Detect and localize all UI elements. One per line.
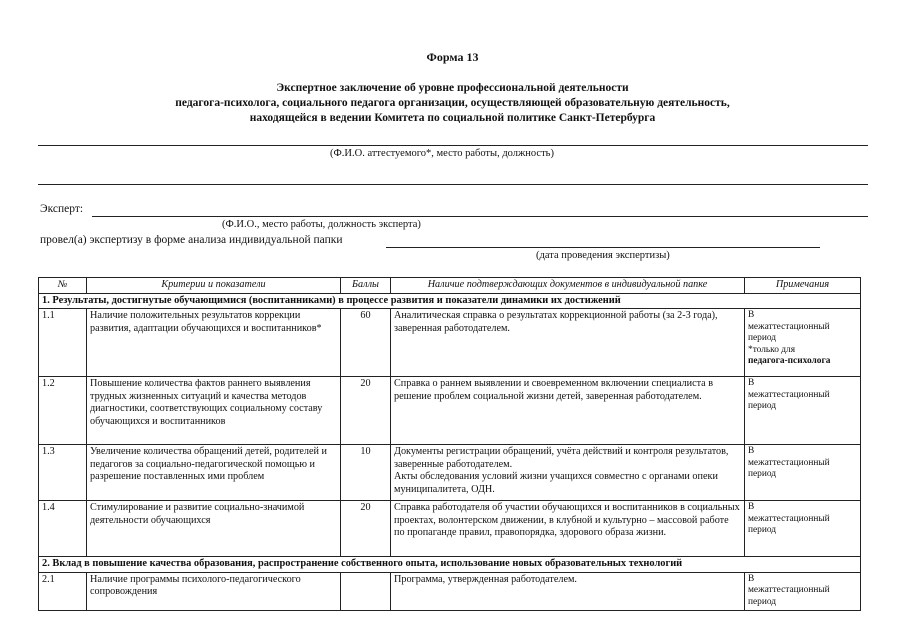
row-notes (745, 309, 861, 377)
row-criteria: Увеличение количества обращений детей, родителей и педагогов за социально-педагогической помощью и разрешение поставленных ими проблем (87, 445, 341, 501)
attestee-name-line (38, 145, 868, 146)
header-criteria: Критерии и показатели (87, 278, 341, 294)
row-docs: Аналитическая справка о результатах коррекционной работы (за 2-3 года), заверенная работодателем. (391, 309, 745, 377)
note-line: период (748, 525, 777, 535)
attestee-extra-line (38, 184, 868, 185)
row-number: 2.1 (39, 572, 87, 610)
form-number: Форма 13 (426, 50, 479, 64)
row-docs: Справка работодателя об участии обучающихся и воспитанников в социальных проектах, волонтерском движении, в клубной и культурно – массовой работе по пропаганде правил, правопорядка, здорового образа жизни. (391, 501, 745, 557)
review-label: провел(а) экспертизу в форме анализа индивидуальной папки (40, 234, 343, 246)
note-line: В (748, 446, 755, 456)
row-docs: Программа, утвержденная работодателем. (391, 572, 745, 610)
table-row (39, 445, 861, 501)
row-criteria: Повышение количества фактов раннего выявления трудных жизненных ситуаций и качества методов диагностики, соответствующих социальному составу обучающихся и воспитанников (87, 377, 341, 445)
row-docs: Справка о раннем выявлении и своевременном включении специалиста в решение проблем социальной жизни детей, заверенная работодателем. (391, 377, 745, 445)
table-row (39, 309, 861, 377)
section-title-1: 1. Результаты, достигнутые обучающимися (воспитанниками) в процессе развития и показатели динамики их достижений (39, 293, 861, 309)
header-score: Баллы (341, 278, 391, 294)
note-line: межаттестационный (748, 321, 830, 332)
table-header-row (39, 278, 861, 294)
note-line: межаттестационный (748, 585, 830, 595)
row-number: 1.2 (39, 377, 87, 445)
row-number: 1.3 (39, 445, 87, 501)
row-criteria: Наличие программы психолого-педагогического сопровождения (87, 572, 341, 610)
table-row (39, 501, 861, 557)
note-line: период (748, 469, 777, 479)
review-date-line (386, 247, 820, 248)
note-line: период (748, 596, 777, 607)
expert-caption: (Ф.И.О., место работы, должность эксперта) (222, 219, 421, 230)
note-line: межаттестационный (748, 457, 830, 468)
section-title-2: 2. Вклад в повышение качества образования, распространение собственного опыта, использование новых образовательных технологий (39, 557, 861, 573)
note-line-bold: педагога-психолога (748, 356, 831, 366)
row-notes (745, 572, 861, 610)
document-heading-line-2: педагога-психолога, социального педагога организации, осуществляющей образовательную деятельность, (175, 97, 730, 109)
row-notes (745, 501, 861, 557)
note-line: период (748, 401, 777, 411)
table-row (39, 572, 861, 610)
expert-label: Эксперт: (40, 203, 84, 215)
review-date-caption: (дата проведения экспертизы) (536, 250, 670, 261)
note-line: *только для (748, 344, 796, 355)
header-num: № (39, 278, 87, 294)
note-line: период (748, 333, 777, 343)
row-number: 1.4 (39, 501, 87, 557)
header-docs: Наличие подтверждающих документов в индивидуальной папке (391, 278, 745, 294)
header-notes: Примечания (745, 278, 861, 294)
section-row (39, 293, 861, 309)
row-docs-text-2: Акты обследования условий жизни учащихся совместно с органами опеки муниципалитета, ОДН. (394, 471, 718, 495)
table-row (39, 377, 861, 445)
row-number: 1.1 (39, 309, 87, 377)
document-heading-line-3: находящейся в ведении Комитета по социальной политике Санкт-Петербурга (249, 112, 656, 124)
row-criteria: Наличие положительных результатов коррекции развития, адаптации обучающихся и воспитанников* (87, 309, 341, 377)
note-line: межаттестационный (748, 389, 830, 400)
row-score: 10 (341, 445, 391, 501)
note-line: В (748, 573, 755, 584)
note-line: В (748, 502, 755, 512)
row-notes (745, 445, 861, 501)
row-criteria: Стимулирование и развитие социально-значимой деятельности обучающихся (87, 501, 341, 557)
row-notes (745, 377, 861, 445)
row-docs-text: Документы регистрации обращений, учёта действий и контроля результатов, заверенные работодателем. (394, 446, 729, 470)
note-line: межаттестационный (748, 513, 830, 524)
attestee-caption: (Ф.И.О. аттестуемого*, место работы, должность) (330, 148, 554, 159)
row-score: 20 (341, 501, 391, 557)
note-line: В (748, 378, 755, 388)
expert-name-line (92, 216, 868, 217)
note-line: В (748, 310, 755, 320)
row-docs (391, 445, 745, 501)
row-score: 60 (341, 309, 391, 377)
section-row (39, 557, 861, 573)
evaluation-table (38, 277, 861, 611)
row-score: 20 (341, 377, 391, 445)
row-score (341, 572, 391, 610)
document-heading-line-1: Экспертное заключение об уровне профессиональной деятельности (276, 82, 629, 94)
